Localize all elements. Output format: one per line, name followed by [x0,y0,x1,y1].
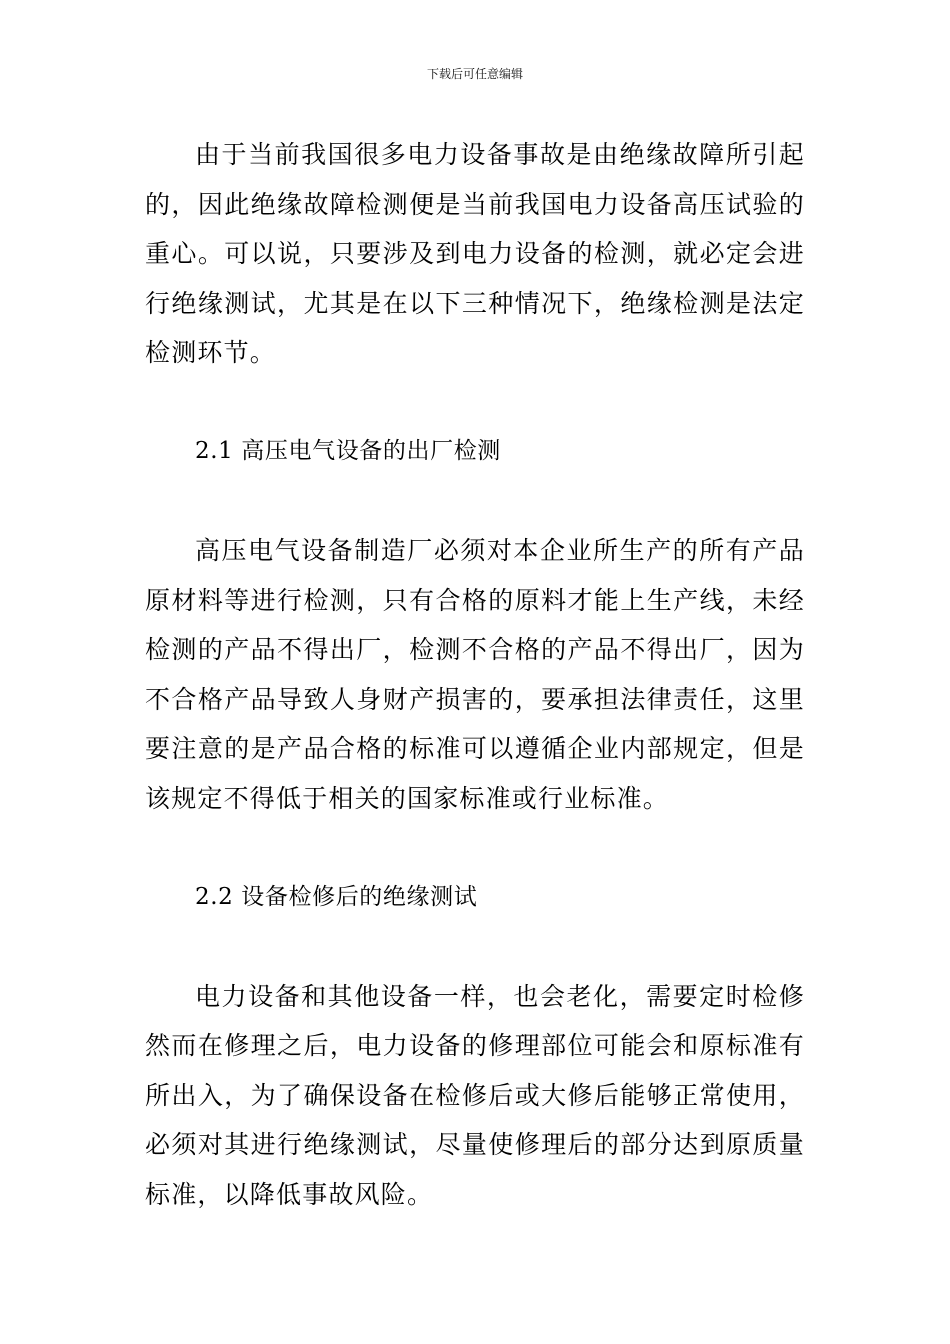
spacer [145,477,805,527]
spacer [145,378,805,428]
paragraph-factory-inspection: 高压电气设备制造厂必须对本企业所生产的所有产品原材料等进行检测，只有合格的原料才能上生产线，未经检测的产品不得出厂，检测不合格的产品不得出厂，因为不合格产品导致人身财产损害的，要承担法律责任，这里要注意的是产品合格的标准可以遵循企业内部规定，但是该规定不得低于相关的国家标准或行业标准。 [145,536,805,813]
section-heading-2-2: 2.2 设备检修后的绝缘测试 [195,883,478,910]
document-body [145,130,805,1219]
section-heading-2-1: 2.1 高压电气设备的出厂检测 [195,438,501,464]
spacer [145,823,805,873]
paragraph-insulation-intro: 由于当前我国很多电力设备事故是由绝缘故障所引起的，因此绝缘故障检测便是当前我国电力设备高压试验的重心。可以说，只要涉及到电力设备的检测，就必定会进行绝缘测试，尤其是在以下三种情况下，绝缘检测是法定检测环节。 [145,140,805,367]
spacer [145,922,805,972]
page-header: 下载后可任意编辑 [426,67,523,81]
paragraph-post-repair-testing: 电力设备和其他设备一样，也会老化，需要定时检修然而在修理之后，电力设备的修理部位可能会和原标准有所出入，为了确保设备在检修后或大修后能够正常使用，必须对其进行绝缘测试，尽量使修理后的部分达到原质量标准，以降低事故风险。 [145,981,805,1209]
